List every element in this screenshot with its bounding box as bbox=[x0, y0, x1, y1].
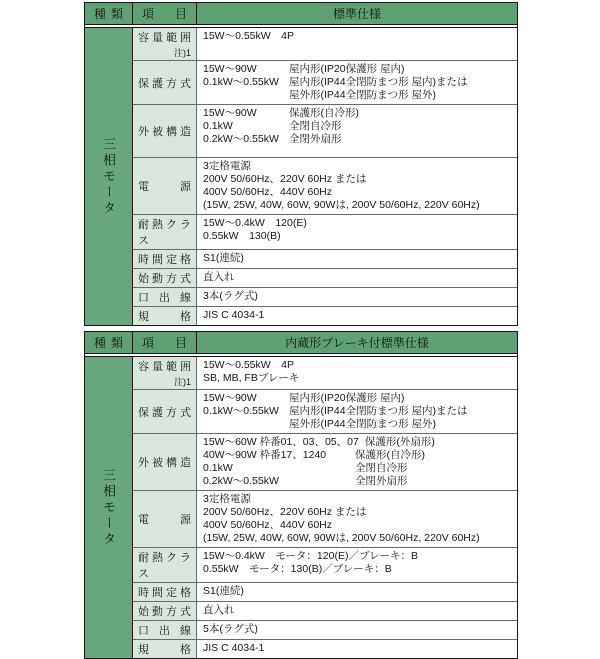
range-value: 0.1kW bbox=[203, 120, 233, 132]
table2-title: 内蔵形ブレーキ付標準仕様 bbox=[285, 336, 429, 350]
spec-value: 保護形(自冷形) bbox=[355, 449, 425, 461]
table2-kind-header-label: 種類 bbox=[94, 336, 123, 350]
spec-line bbox=[203, 359, 513, 372]
spec-line bbox=[203, 63, 513, 76]
starting-method-label: 始動方式 bbox=[138, 273, 191, 285]
spec-line bbox=[203, 290, 513, 303]
heat-label: 耐熱クラス bbox=[138, 219, 191, 247]
spec-line bbox=[203, 405, 513, 418]
capacity-note: 注)1 bbox=[173, 377, 191, 387]
spec-line bbox=[203, 506, 513, 519]
table1-row-structure-label bbox=[133, 104, 197, 157]
table2-row-time-value bbox=[197, 582, 517, 601]
spec-table-standard bbox=[84, 2, 518, 326]
spec-line bbox=[203, 252, 513, 265]
spec-line bbox=[203, 217, 513, 230]
table2-row-start-value bbox=[197, 601, 517, 620]
spec-line bbox=[203, 392, 513, 405]
spec-value: 全閉外扇形 bbox=[289, 133, 342, 145]
table1-row-start-label bbox=[133, 268, 197, 287]
table2-row-heat-label bbox=[133, 547, 197, 582]
power-line-1: 3定格電源 bbox=[203, 160, 251, 172]
range-value: 15W～90W bbox=[203, 107, 257, 119]
spec-line bbox=[203, 133, 513, 146]
spec-line bbox=[203, 532, 513, 545]
range-value: 0.2kW～0.55kW bbox=[203, 133, 279, 145]
table2-kind-vertical-label: 三相モータ bbox=[101, 467, 116, 548]
table2-row-structure-label bbox=[133, 433, 197, 490]
starting-method-label: 始動方式 bbox=[138, 606, 191, 618]
table2-row-standard-label bbox=[133, 639, 197, 658]
time-rating-label: 時間定格 bbox=[138, 587, 191, 599]
table2-row-power-label bbox=[133, 490, 197, 547]
spec-value: 保護形(外扇形) bbox=[364, 436, 435, 448]
protection-label: 保護方式 bbox=[138, 406, 191, 419]
power-label: 電源 bbox=[138, 181, 191, 193]
table1-row-heat-label bbox=[133, 214, 197, 249]
spec-value: 全閉自冷形 bbox=[355, 462, 408, 474]
table2-kind-header-cell bbox=[85, 332, 133, 353]
table1-row-lead-label bbox=[133, 287, 197, 306]
time-rating-value: S1(連続) bbox=[203, 585, 244, 597]
table1-kind-column bbox=[85, 28, 133, 325]
spec-line bbox=[203, 519, 513, 532]
power-line-2: 200V 50/60Hz、220V 60Hz または bbox=[203, 506, 367, 518]
spec-line bbox=[203, 30, 513, 43]
table1-row-power-value bbox=[197, 157, 517, 214]
spec-line bbox=[203, 160, 513, 173]
spec-table-brake bbox=[84, 331, 518, 659]
heat-line-1: 15W～0.4kW 120(E) bbox=[203, 217, 307, 229]
spec-value: 屋外形(IP44全閉防まつ形 屋外) bbox=[289, 418, 437, 430]
standard-value: JIS C 4034-1 bbox=[203, 309, 265, 321]
spec-line bbox=[203, 199, 513, 212]
table1-body bbox=[85, 27, 517, 325]
table2-header-row bbox=[85, 332, 517, 354]
time-rating-label: 時間定格 bbox=[138, 254, 191, 266]
table2-row-heat-value bbox=[197, 547, 517, 582]
table1-row-structure-value bbox=[197, 104, 517, 157]
lead-wire-label: 口出線 bbox=[138, 625, 191, 637]
table2-row-lead-label bbox=[133, 620, 197, 639]
heat-line-2: 0.55kW モータ：130(B)／ブレーキ：B bbox=[203, 563, 392, 575]
page-content bbox=[84, 2, 518, 659]
table2-body bbox=[85, 356, 517, 658]
table2-row-standard-value bbox=[197, 639, 517, 658]
spec-value: 保護形(自冷形) bbox=[289, 107, 359, 119]
range-value: 15W～90W bbox=[203, 63, 257, 75]
spec-line bbox=[203, 230, 513, 243]
power-line-3: 400V 50/60Hz、440V 60Hz bbox=[203, 186, 332, 198]
spec-line bbox=[203, 585, 513, 598]
table1-row-time-label bbox=[133, 249, 197, 268]
spec-line bbox=[203, 107, 513, 120]
table1-row-heat-value bbox=[197, 214, 517, 249]
spec-line bbox=[203, 563, 513, 576]
power-line-1: 3定格電源 bbox=[203, 493, 251, 505]
table2-item-header-cell bbox=[133, 332, 197, 353]
table1-row-power-label bbox=[133, 157, 197, 214]
lead-wire-value: 5本(ラグ式) bbox=[203, 623, 258, 635]
spec-line bbox=[203, 89, 513, 102]
lead-wire-value: 3本(ラグ式) bbox=[203, 290, 258, 302]
standard-label: 規格 bbox=[138, 644, 191, 656]
table2-row-protection-label bbox=[133, 389, 197, 433]
heat-line-2: 0.55kW 130(B) bbox=[203, 230, 281, 242]
spec-value: 屋内形(IP20保護形 屋内) bbox=[289, 63, 405, 75]
brake-types-value: SB, MB, FBブレーキ bbox=[203, 372, 300, 384]
power-line-3: 400V 50/60Hz、440V 60Hz bbox=[203, 519, 332, 531]
capacity-label: 容量範囲 bbox=[138, 32, 191, 44]
table2-row-time-label bbox=[133, 582, 197, 601]
table1-kind-header-label: 種類 bbox=[94, 7, 123, 21]
spec-line bbox=[203, 372, 513, 385]
power-label: 電源 bbox=[138, 514, 191, 526]
table1-title: 標準仕様 bbox=[332, 7, 381, 21]
spec-value: 屋内形(IP20保護形 屋内) bbox=[289, 392, 405, 404]
table1-row-protection-value bbox=[197, 60, 517, 104]
heat-line-1: 15W～0.4kW モータ：120(E)／ブレーキ：B bbox=[203, 550, 419, 562]
table2-row-structure-value bbox=[197, 433, 517, 490]
capacity-value: 15W～0.55kW 4P bbox=[203, 359, 295, 371]
range-value: 40W～90W 枠番17、1240 bbox=[203, 449, 327, 461]
spec-line bbox=[203, 418, 513, 431]
table2-row-protection-value bbox=[197, 389, 517, 433]
table1-row-protection-label bbox=[133, 60, 197, 104]
protection-label: 保護方式 bbox=[138, 77, 191, 90]
spec-line bbox=[203, 475, 513, 488]
table2-item-header-label: 項目 bbox=[142, 336, 187, 350]
structure-label: 外被構造 bbox=[138, 126, 191, 138]
table1-kind-header-cell bbox=[85, 3, 133, 24]
spec-line bbox=[203, 604, 513, 617]
spec-line bbox=[203, 623, 513, 636]
capacity-note: 注)1 bbox=[173, 48, 191, 58]
spec-line bbox=[203, 76, 513, 89]
lead-wire-label: 口出線 bbox=[138, 292, 191, 304]
table2-kind-column bbox=[85, 357, 133, 658]
table2-row-start-label bbox=[133, 601, 197, 620]
table1-header-row bbox=[85, 3, 517, 25]
table2-row-power-value bbox=[197, 490, 517, 547]
heat-label: 耐熱クラス bbox=[138, 552, 191, 580]
table2-row-capacity-value bbox=[197, 357, 517, 389]
spec-line bbox=[203, 550, 513, 563]
standard-value: JIS C 4034-1 bbox=[203, 642, 265, 654]
time-rating-value: S1(連続) bbox=[203, 252, 244, 264]
structure-label: 外被構造 bbox=[138, 457, 191, 469]
spec-line bbox=[203, 462, 513, 475]
starting-method-value: 直入れ bbox=[203, 604, 235, 616]
table1-row-time-value bbox=[197, 249, 517, 268]
spec-line bbox=[203, 271, 513, 284]
spec-line bbox=[203, 309, 513, 322]
table2-title-cell bbox=[197, 332, 517, 353]
spec-line bbox=[203, 120, 513, 133]
spec-value: 屋内形(IP44全閉防まつ形 屋内)または bbox=[289, 76, 468, 88]
table1-row-capacity-label bbox=[133, 28, 197, 60]
spec-value: 全閉外扇形 bbox=[355, 475, 408, 487]
table1-row-start-value bbox=[197, 268, 517, 287]
range-value: 0.1kW bbox=[203, 462, 233, 474]
power-line-2: 200V 50/60Hz、220V 60Hz または bbox=[203, 173, 367, 185]
spec-value: 屋外形(IP44全閉防まつ形 屋外) bbox=[289, 89, 437, 101]
table2-row-lead-value bbox=[197, 620, 517, 639]
spec-line bbox=[203, 436, 513, 449]
range-value: 15W～90W bbox=[203, 392, 257, 404]
range-value: 0.1kW～0.55kW bbox=[203, 76, 279, 88]
table1-row-standard-value bbox=[197, 306, 517, 325]
table1-kind-vertical-label: 三相モータ bbox=[101, 136, 116, 217]
spec-line bbox=[203, 186, 513, 199]
range-value: 15W～60W 枠番01、03、05、07 bbox=[203, 436, 359, 448]
standard-label: 規格 bbox=[138, 311, 191, 323]
spec-line bbox=[203, 449, 513, 462]
power-line-4: (15W, 25W, 40W, 60W, 90Wは, 200V 50/60Hz, 220V 60Hz) bbox=[203, 199, 480, 211]
table1-row-lead-value bbox=[197, 287, 517, 306]
range-value: 0.1kW～0.55kW bbox=[203, 405, 279, 417]
table1-title-cell bbox=[197, 3, 517, 24]
range-value: 0.2kW～0.55kW bbox=[203, 475, 279, 487]
starting-method-value: 直入れ bbox=[203, 271, 235, 283]
table1-row-standard-label bbox=[133, 306, 197, 325]
table1-row-capacity-value bbox=[197, 28, 517, 60]
spec-line bbox=[203, 173, 513, 186]
capacity-value: 15W～0.55kW 4P bbox=[203, 30, 295, 42]
table1-item-header-cell bbox=[133, 3, 197, 24]
table1-item-header-label: 項目 bbox=[142, 7, 187, 21]
spec-value: 屋内形(IP44全閉防まつ形 屋内)または bbox=[289, 405, 468, 417]
capacity-label: 容量範囲 bbox=[138, 361, 191, 373]
spec-line bbox=[203, 493, 513, 506]
power-line-4: (15W, 25W, 40W, 60W, 90Wは, 200V 50/60Hz, 220V 60Hz) bbox=[203, 532, 480, 544]
spec-value: 全閉自冷形 bbox=[289, 120, 342, 132]
spec-line bbox=[203, 642, 513, 655]
table2-row-capacity-label bbox=[133, 357, 197, 389]
